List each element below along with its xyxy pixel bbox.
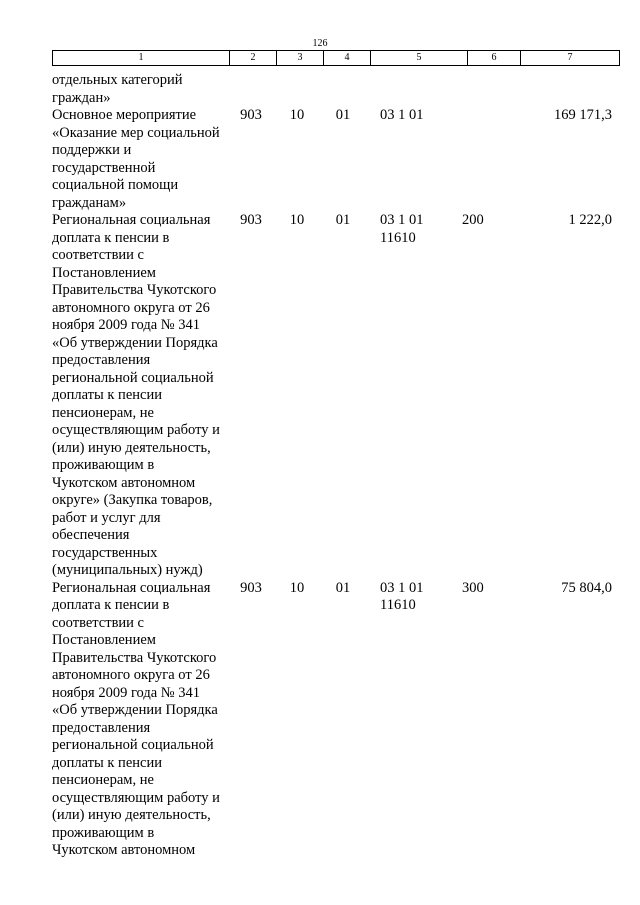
column-header-6: 6 xyxy=(468,51,521,66)
description-line: ноября 2009 года № 341 xyxy=(52,317,201,333)
description-line: предоставления xyxy=(52,352,151,368)
target-article-code: 03 1 01 xyxy=(380,107,424,123)
ministry-code: 903 xyxy=(240,579,262,596)
description-line: поддержки и xyxy=(52,142,132,158)
amount xyxy=(514,72,612,107)
amount: 75 804,0 xyxy=(561,579,612,596)
description-line: (муниципальных) нужд) xyxy=(52,562,203,578)
description-line: Правительства Чукотского xyxy=(52,649,217,666)
description-line: округе» (Закупка товаров, xyxy=(52,492,213,508)
description-line: отдельных категорий xyxy=(52,72,183,88)
expense-type-code xyxy=(462,107,514,212)
description-line: (или) иную деятельность, xyxy=(52,807,211,823)
description-line: пенсионерам, не xyxy=(52,772,154,788)
target-article-code: 03 1 01 11610 xyxy=(380,212,424,246)
description-line: Постановлением xyxy=(52,264,156,281)
budget-table xyxy=(52,72,612,860)
ministry-code xyxy=(228,72,274,107)
column-header-row xyxy=(53,51,620,66)
description-line: Чукотском автономном xyxy=(52,842,196,858)
subsection-code xyxy=(320,72,366,107)
description-line: социальной помощи xyxy=(52,177,179,193)
ministry-code: 903 xyxy=(240,212,262,228)
subsection-code: 01 xyxy=(335,212,351,228)
description-line: региональной социальной xyxy=(52,737,214,753)
description-line: граждан» xyxy=(52,89,111,106)
row-description xyxy=(52,107,228,212)
description-line: гражданам» xyxy=(52,194,127,211)
description-line: «Оказание мер социальной xyxy=(52,124,220,141)
description-line: Постановлением xyxy=(52,632,156,648)
description-line: автономного округа от 26 xyxy=(52,299,210,316)
description-line: (или) иную деятельность, xyxy=(52,439,211,456)
expense-type-code: 300 xyxy=(462,579,484,596)
column-header-table xyxy=(52,50,620,66)
row-description xyxy=(52,212,228,580)
table-row xyxy=(52,212,612,580)
description-line: государственных xyxy=(52,544,158,561)
column-header-3: 3 xyxy=(277,51,324,66)
column-header-5: 5 xyxy=(371,51,468,66)
description-line: соответствии с xyxy=(52,247,144,263)
description-line: Чукотском автономном xyxy=(52,474,196,491)
description-line: доплата к пенсии в xyxy=(52,229,170,246)
section-code: 10 xyxy=(289,212,305,228)
amount: 1 222,0 xyxy=(568,212,612,228)
description-line: ноября 2009 года № 341 xyxy=(52,684,201,701)
column-header-2: 2 xyxy=(230,51,277,66)
amount: 169 171,3 xyxy=(554,107,612,123)
description-line: осуществляющим работу и xyxy=(52,422,220,438)
description-line: Правительства Чукотского xyxy=(52,282,217,298)
description-line: осуществляющим работу и xyxy=(52,789,220,806)
description-line: «Об утверждении Порядка xyxy=(52,334,218,351)
row-description xyxy=(52,580,228,860)
subsection-code: 01 xyxy=(335,579,351,596)
description-line: доплаты к пенсии xyxy=(52,387,162,403)
description-line: проживающим в xyxy=(52,824,155,841)
description-line: доплаты к пенсии xyxy=(52,754,162,771)
description-line: обеспечения xyxy=(52,527,130,543)
description-line: Основное мероприятие xyxy=(52,107,197,123)
description-line: государственной xyxy=(52,159,156,176)
page-number: 126 xyxy=(312,38,328,49)
section-code: 10 xyxy=(289,579,305,596)
section-code xyxy=(274,72,320,107)
description-line: Региональная социальная xyxy=(52,212,211,228)
section-code: 10 xyxy=(289,107,305,123)
expense-type-code xyxy=(462,72,514,107)
column-header-7: 7 xyxy=(521,51,620,66)
table-row xyxy=(52,580,612,860)
description-line: доплата к пенсии в xyxy=(52,597,170,613)
description-line: региональной социальной xyxy=(52,369,214,386)
description-line: проживающим в xyxy=(52,457,155,473)
ministry-code: 903 xyxy=(240,107,262,123)
subsection-code: 01 xyxy=(335,107,351,123)
column-header-4: 4 xyxy=(324,51,371,66)
row-description xyxy=(52,72,228,107)
description-line: «Об утверждении Порядка xyxy=(52,702,218,718)
table-row xyxy=(52,107,612,212)
description-line: работ и услуг для xyxy=(52,509,161,526)
description-line: пенсионерам, не xyxy=(52,404,154,421)
target-article-code: 03 1 01 11610 xyxy=(380,579,424,613)
description-line: предоставления xyxy=(52,719,151,736)
description-line: соответствии с xyxy=(52,614,144,631)
table-row xyxy=(52,72,612,107)
target-article-code xyxy=(366,72,462,107)
expense-type-code: 200 xyxy=(462,212,484,228)
description-line: Региональная социальная xyxy=(52,579,211,596)
description-line: автономного округа от 26 xyxy=(52,667,210,683)
column-header-1: 1 xyxy=(53,51,230,66)
